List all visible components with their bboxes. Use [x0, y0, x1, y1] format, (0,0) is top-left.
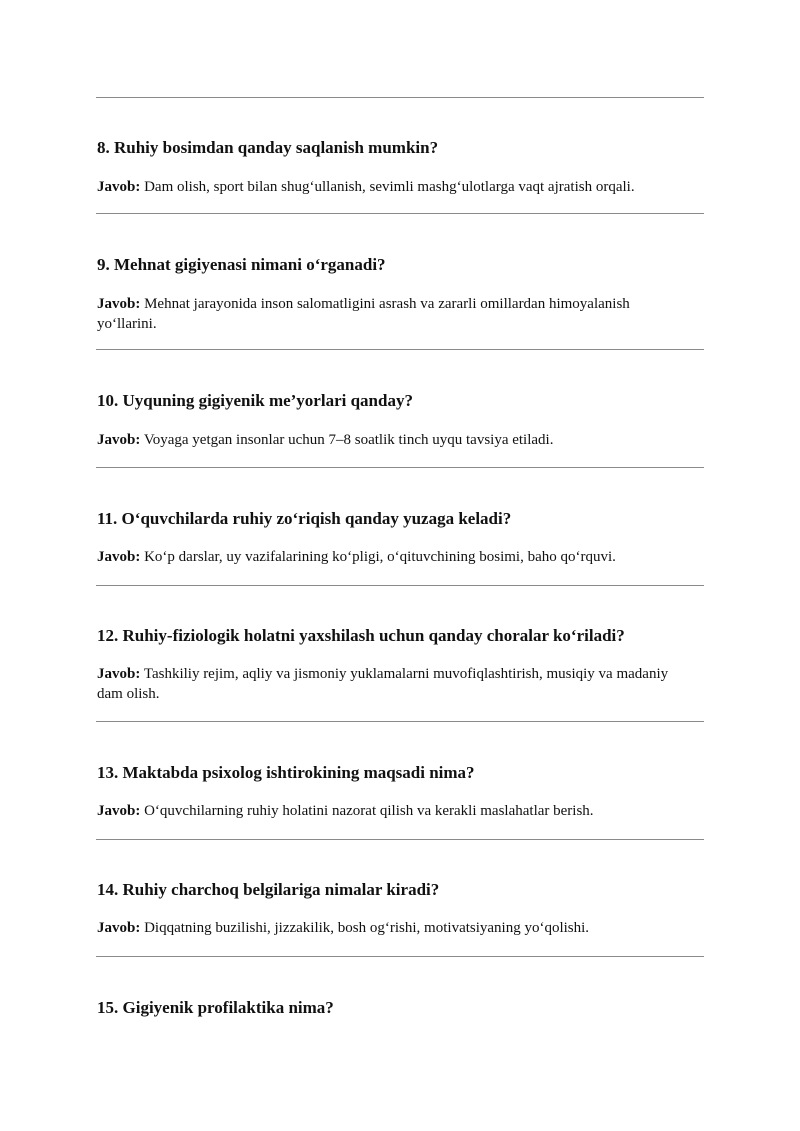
- question-13: 13. Maktabda psixolog ishtirokining maqsadi nima?: [97, 763, 475, 782]
- answer-text: O‘quvchilarning ruhiy holatini nazorat qilish va kerakli maslahatlar berish.: [144, 803, 594, 819]
- answer-11: [97, 547, 687, 567]
- answer-14: [97, 918, 687, 938]
- question-11: 11. O‘quvchilarda ruhiy zo‘riqish qanday yuzaga keladi?: [97, 509, 512, 528]
- divider: [96, 349, 704, 350]
- divider: [96, 585, 704, 586]
- divider: [96, 721, 704, 722]
- answer-13: [97, 801, 687, 821]
- answer-12: [97, 664, 687, 704]
- question-10: 10. Uyquning gigiyenik me’yorlari qanday?: [97, 391, 413, 410]
- divider: [96, 956, 704, 957]
- answer-label: Javob:: [97, 920, 141, 936]
- answer-text: Tashkiliy rejim, aqliy va jismoniy yuklamalarni muvofiqlashtirish, musiqiy va madaniy dam olish.: [97, 666, 669, 702]
- answer-10: [97, 430, 687, 450]
- question-8: 8. Ruhiy bosimdan qanday saqlanish mumkin?: [97, 138, 439, 157]
- divider: [96, 213, 704, 214]
- answer-label: Javob:: [97, 296, 141, 312]
- answer-label: Javob:: [97, 666, 141, 682]
- question-14: 14. Ruhiy charchoq belgilariga nimalar kiradi?: [97, 880, 440, 899]
- answer-label: Javob:: [97, 549, 141, 565]
- question-12: 12. Ruhiy-fiziologik holatni yaxshilash uchun qanday choralar ko‘riladi?: [97, 626, 625, 645]
- question-9: 9. Mehnat gigiyenasi nimani o‘rganadi?: [97, 255, 386, 274]
- answer-label: Javob:: [97, 179, 141, 195]
- answer-text: Ko‘p darslar, uy vazifalarining ko‘pligi, o‘qituvchining bosimi, baho qo‘rquvi.: [144, 549, 616, 565]
- answer-8: [97, 177, 687, 197]
- answer-9: [97, 294, 687, 334]
- answer-label: Javob:: [97, 803, 141, 819]
- divider: [96, 97, 704, 98]
- answer-text: Mehnat jarayonida inson salomatligini asrash va zararli omillardan himoyalanish yo‘llarini.: [97, 296, 630, 332]
- answer-text: Diqqatning buzilishi, jizzakilik, bosh og‘rishi, motivatsiyaning yo‘qolishi.: [144, 920, 590, 936]
- divider: [96, 839, 704, 840]
- question-15: 15. Gigiyenik profilaktika nima?: [97, 998, 334, 1017]
- answer-label: Javob:: [97, 432, 141, 448]
- answer-text: Dam olish, sport bilan shug‘ullanish, sevimli mashg‘ulotlarga vaqt ajratish orqali.: [144, 179, 635, 195]
- answer-text: Voyaga yetgan insonlar uchun 7–8 soatlik tinch uyqu tavsiya etiladi.: [143, 432, 554, 448]
- divider: [96, 467, 704, 468]
